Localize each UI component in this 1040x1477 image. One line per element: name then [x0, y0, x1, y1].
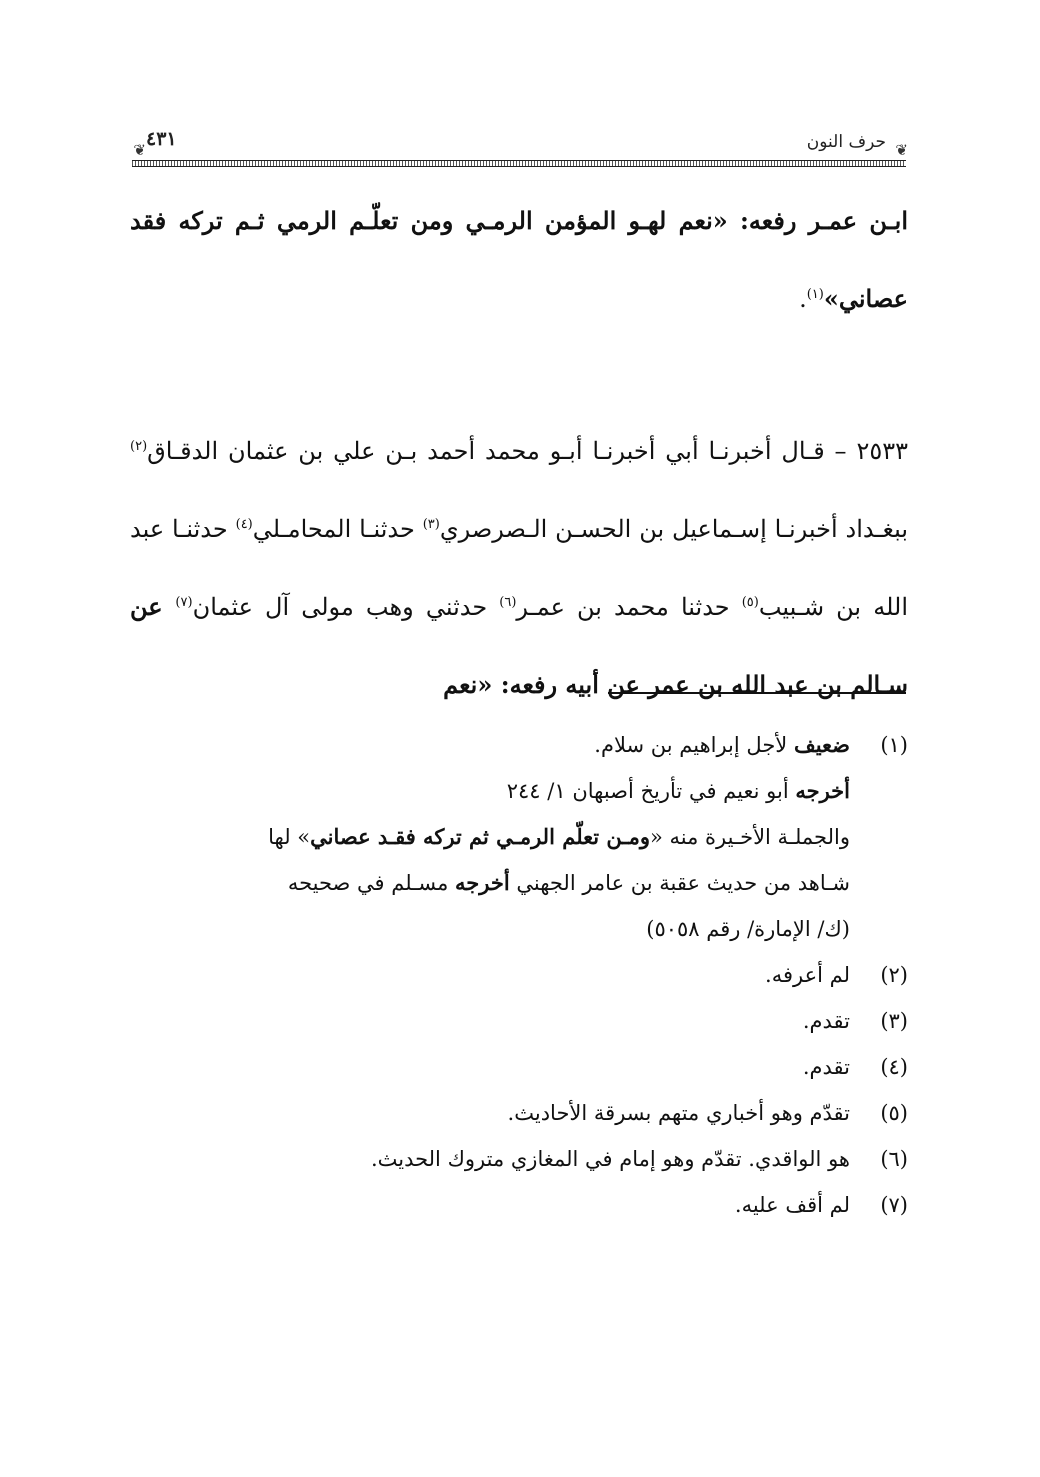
footnote-item [130, 722, 908, 952]
hadith-text: ببغـداد أخبرنـا إسـماعيل بن الحسـن الـصرصري [439, 515, 909, 543]
footnote-number: (٤) [880, 1055, 908, 1079]
footnote-item [130, 998, 908, 1044]
footnote-text: تقدم. [802, 1055, 850, 1079]
footnote-item [130, 1182, 908, 1228]
page-header [130, 128, 908, 170]
footnote-text: تقدّم وهو أخباري متهم بسرقة الأحاديث. [507, 1101, 850, 1125]
footnote-text: (ك/ الإمارة/ رقم ٥٠٥٨) [646, 917, 850, 941]
footnote-text: أبو نعيم في تأريخ أصبهان ١/ ٢٤٤ [506, 779, 796, 803]
footnote-ref[interactable]: (٥) [741, 595, 759, 610]
footnote-text: » لها [268, 825, 311, 849]
footnote-divider [608, 692, 906, 694]
continuation-end: . [799, 285, 807, 313]
footnote-text: شـاهد من حديث عقبة بن عامر الجهني [509, 871, 850, 895]
hadith-text-bold: عن سـالم بن عبد الله بن عمر عن أبيه رفعه: «نعم [130, 592, 908, 699]
footnote-item [130, 1090, 908, 1136]
footnote-text: لم أقف عليه. [734, 1193, 850, 1217]
footnote-text: تقدم. [802, 1009, 850, 1033]
ornament-icon: ❦ [895, 141, 908, 159]
footnote-body [130, 1182, 850, 1228]
footnote-number: (٢) [880, 963, 908, 987]
footnote-bold: ضعيف [793, 732, 850, 757]
footnote-text: لأجل إبراهيم بن سلام. [594, 733, 794, 757]
footnote-bold: ومـن تعلّم الرمـي ثم تركه فقـد عصاني [310, 824, 650, 849]
footnote-line [130, 768, 850, 814]
footnote-line [130, 814, 850, 860]
footnotes-list [130, 722, 908, 1228]
footnote-item [130, 952, 908, 998]
footnote-ref[interactable]: (٣) [422, 517, 440, 532]
main-text [130, 182, 908, 724]
footnote-text: والجملـة الأخـيرة منه « [649, 825, 850, 849]
continuation-text: ابـن عمـر رفعه: «نعم لهـو المؤمن الرمـي ومن تعلّـم الرمي ثـم تركه فقد عصاني» [130, 206, 908, 313]
hadith-text: حدثني وهب مولى آل عثمان [192, 593, 500, 621]
continuation-paragraph [130, 182, 908, 338]
footnote-body [130, 952, 850, 998]
footnote-line [130, 722, 850, 768]
hadith-text: حدثنـا عبد الله بن شـبيب [130, 515, 908, 621]
footnote-ref[interactable]: (١) [806, 287, 824, 302]
footnote-line [130, 906, 850, 952]
page-number: ٤٣١ [146, 128, 177, 150]
footnote-item [130, 1044, 908, 1090]
footnote-text: لم أعرفه. [765, 963, 850, 987]
ornament-icon: ❦ [133, 141, 146, 159]
hadith-text: حدثنـا المحامـلي [252, 515, 423, 543]
footnote-bold: أخرجه [795, 778, 850, 803]
footnote-body [130, 1090, 850, 1136]
footnote-number: (١) [880, 733, 908, 757]
footnote-body [130, 1044, 850, 1090]
footnote-ref[interactable]: (٧) [175, 595, 193, 610]
footnote-ref[interactable]: (٤) [235, 517, 253, 532]
header-title: حرف النون [806, 132, 886, 152]
footnote-bold: أخرجه [455, 870, 510, 895]
footnote-line [130, 860, 850, 906]
header-divider [132, 160, 906, 167]
footnote-ref[interactable]: (٦) [499, 595, 517, 610]
footnote-text: هو الواقدي. تقدّم وهو إمام في المغازي متروك الحديث. [370, 1147, 850, 1171]
footnote-number: (٦) [880, 1147, 908, 1171]
hadith-text: حدثنا محمد بن عمـر [516, 593, 742, 621]
hadith-paragraph [130, 412, 908, 724]
footnote-number: (٣) [880, 1009, 908, 1033]
footnote-item [130, 1136, 908, 1182]
footnote-number: (٧) [880, 1193, 908, 1217]
footnote-text: مسـلم في صحيحه [287, 871, 456, 895]
footnote-body [130, 722, 850, 952]
footnote-ref[interactable]: (٢) [130, 439, 148, 454]
footnote-number: (٥) [880, 1101, 908, 1125]
footnote-body [130, 998, 850, 1044]
footnote-body [130, 1136, 850, 1182]
hadith-text: ٢٥٣٣ – قـال أخبرنـا أبي أخبرنـا أبـو محمد أحمد بـن علي بن عثمان الدقـاق [147, 437, 908, 465]
